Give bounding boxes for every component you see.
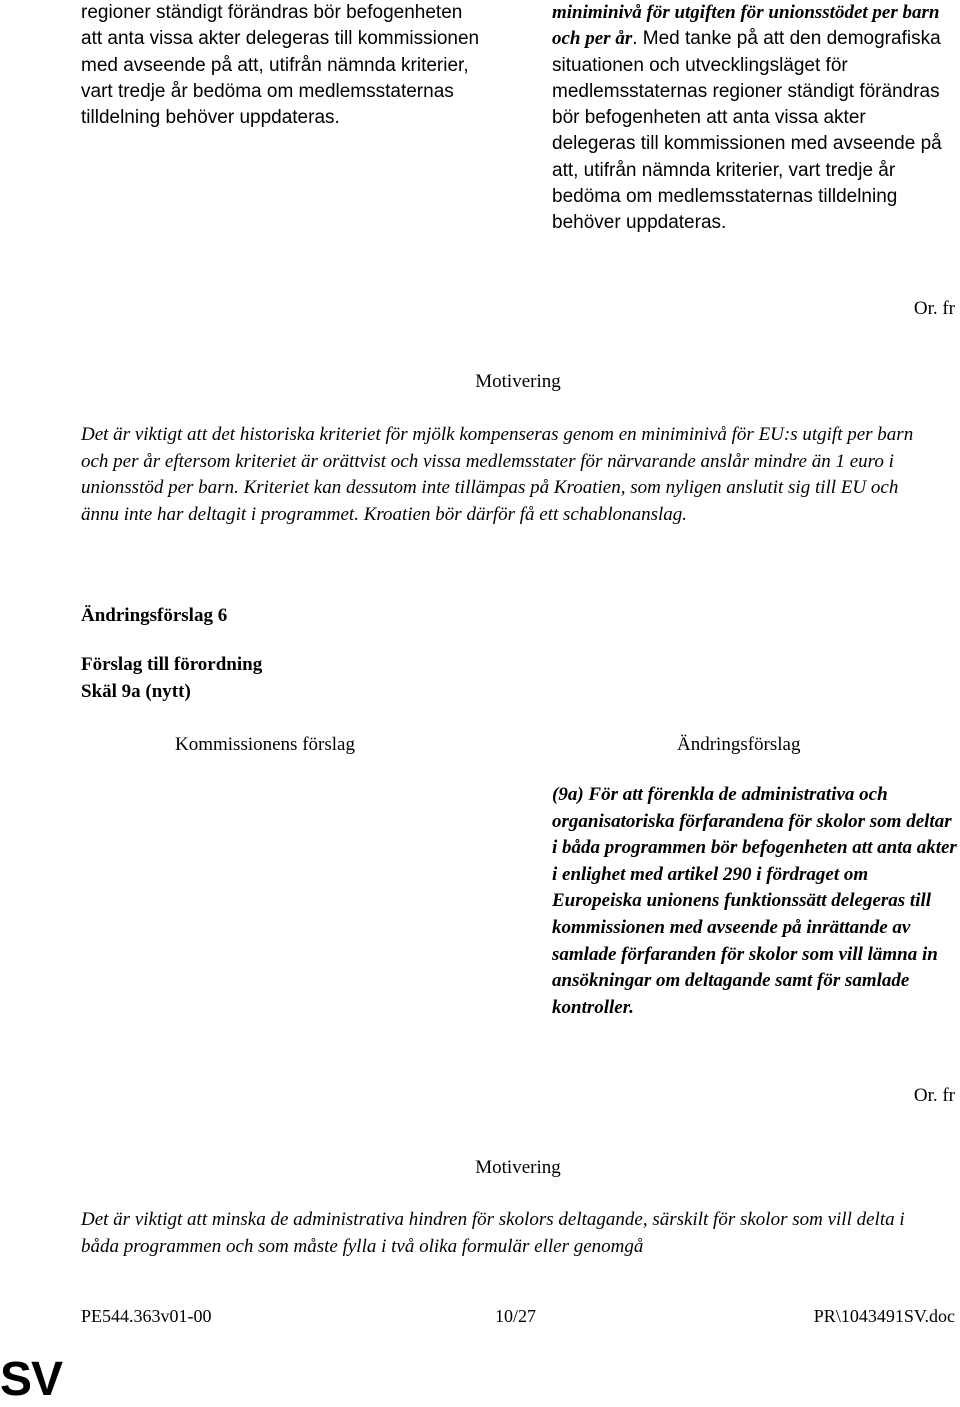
right-column-emphasis: miniminivå för utgiften för unionsstödet per barn och per år bbox=[552, 2, 940, 50]
justification-text-2: Det är viktigt att minska de administrativa hindren för skolors deltagande, särskilt för skolor som vill delta i båda programmen och som måste fylla i två olika formulär eller genomgå bbox=[81, 1209, 905, 1257]
justification-text-1: Det är viktigt att det historiska kriteriet för mjölk kompenseras genom en miniminivå för EU:s utgift per barn och per år eftersom kriteriet är orättvist och vissa medlemsstater för närvarande anslår mindre än 1 euro i unionsstöd per barn. Kriteriet kan dessutom inte tillämpas på Kroatien, som nyligen anslutit sig till EU och ännu inte har deltagit i programmet. Kroatien bör därför få ett schablonanslag. bbox=[81, 424, 914, 525]
amendment-column-heading: Ändringsförslag bbox=[677, 734, 801, 755]
proposal-label: Förslag till förordning bbox=[81, 654, 263, 675]
footer-document-reference: PE544.363v01-00 bbox=[81, 1306, 212, 1326]
right-column-text bbox=[552, 0, 952, 237]
recital-label: Skäl 9a (nytt) bbox=[81, 681, 191, 702]
justification-heading-1: Motivering bbox=[475, 371, 561, 392]
amendment-title: Ändringsförslag 6 bbox=[81, 605, 228, 626]
left-column-text: regioner ständigt förändras bör befogenheten att anta vissa akter delegeras till kommissionen med avseende på att, utifrån nämnda kriterier, vart tredje år bedöma om medlemsstaternas tilldelning behöver uppdateras. bbox=[81, 2, 480, 129]
original-language-1: Or. fr bbox=[913, 298, 955, 319]
language-code: SV bbox=[0, 1353, 63, 1406]
amendment-text: (9a) För att förenkla de administrativa och organisatoriska förfarandena för skolor som deltar i båda programmen bör befogenheten att anta akter i enlighet med artikel 290 i fördraget om Europeiska unionens funktionssätt delegeras till kommissionen med avseende på inrättande av samlade förfaranden för skolor som vill lämna in ansökningar om deltagande samt för samlade kontroller. bbox=[552, 784, 957, 1018]
footer-page-number: 10/27 bbox=[495, 1306, 537, 1326]
original-language-2: Or. fr bbox=[913, 1085, 955, 1106]
right-column-body: . Med tanke på att den demografiska situationen och utvecklingsläget för medlemsstaternas regioner ständigt förändras bör befogenheten att anta vissa akter delegeras till kommissionen med avseende på att, utifrån nämnda kriterier, vart tredje år bedöma om medlemsstaternas tilldelning behöver uppdateras. bbox=[552, 28, 942, 234]
footer-file-name: PR\1043491SV.doc bbox=[813, 1306, 955, 1326]
justification-heading-2: Motivering bbox=[475, 1157, 561, 1178]
commission-proposal-heading: Kommissionens förslag bbox=[175, 734, 355, 755]
